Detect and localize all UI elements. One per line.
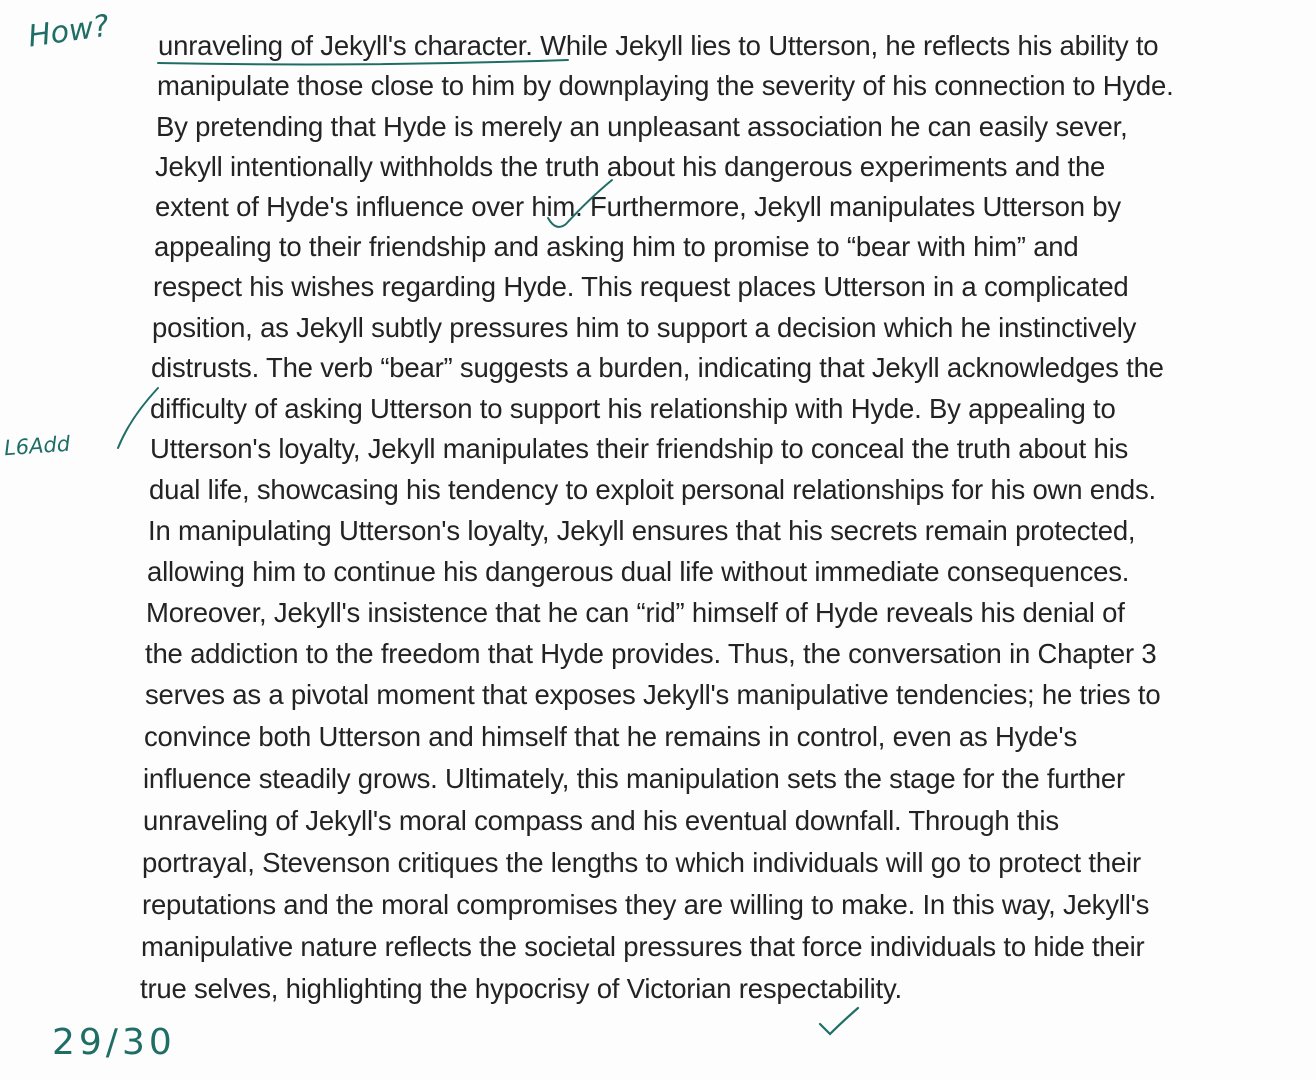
essay-line-24: true selves, highlighting the hypocrisy of Victorian respectability. [140, 973, 902, 1004]
essay-line-4: Jekyll intentionally withholds the truth about his dangerous experiments and the [155, 151, 1106, 182]
essay-line-23: manipulative nature reflects the societal pressures that force individuals to hide their [141, 931, 1145, 962]
grade-mark: 29/30 [52, 1022, 176, 1063]
essay-line-16: the addiction to the freedom that Hyde provides. Thus, the conversation in Chapter 3 [145, 638, 1157, 669]
essay-line-12: dual life, showcasing his tendency to exploit personal relationships for his own ends. [149, 474, 1157, 505]
essay-line-11: Utterson's loyalty, Jekyll manipulates their friendship to conceal the truth about his [150, 433, 1129, 464]
essay-line-2: manipulate those close to him by downplaying the severity of his connection to Hyde. [157, 70, 1174, 101]
essay-line-6: appealing to their friendship and asking him to promise to “bear with him” and [154, 231, 1079, 262]
essay-line-1: unraveling of Jekyll's character. While Jekyll lies to Utterson, he reflects his ability to [158, 30, 1159, 61]
essay-line-5: extent of Hyde's influence over him. Furthermore, Jekyll manipulates Utterson by [155, 191, 1121, 222]
essay-line-21: portrayal, Stevenson critiques the lengths to which individuals will go to protect their [142, 847, 1141, 878]
essay-line-15: Moreover, Jekyll's insistence that he can “rid” himself of Hyde reveals his denial of [146, 597, 1125, 628]
essay-line-10: difficulty of asking Utterson to support his relationship with Hyde. By appealing to [150, 393, 1116, 424]
essay-line-22: reputations and the moral compromises they are willing to make. In this way, Jekyll's [142, 889, 1150, 920]
margin-question-annotation: How? [25, 8, 112, 55]
essay-line-17: serves as a pivotal moment that exposes Jekyll's manipulative tendencies; he tries to [145, 679, 1161, 710]
essay-line-20: unraveling of Jekyll's moral compass and his eventual downfall. Through this [143, 805, 1059, 836]
essay-line-3: By pretending that Hyde is merely an unpleasant association he can easily sever, [156, 111, 1128, 142]
tick-mark-bottom [820, 1008, 858, 1034]
essay-line-14: allowing him to continue his dangerous dual life without immediate consequences. [147, 556, 1130, 587]
essay-line-18: convince both Utterson and himself that he remains in control, even as Hyde's [144, 721, 1077, 752]
essay-line-9: distrusts. The verb “bear” suggests a burden, indicating that Jekyll acknowledges the [151, 352, 1164, 383]
essay-line-19: influence steadily grows. Ultimately, this manipulation sets the stage for the further [143, 763, 1125, 794]
essay-line-13: In manipulating Utterson's loyalty, Jekyll ensures that his secrets remain protected, [148, 515, 1136, 546]
essay-line-7: respect his wishes regarding Hyde. This request places Utterson in a complicated [153, 271, 1129, 302]
essay-line-8: position, as Jekyll subtly pressures him to support a decision which he instinctively [152, 312, 1137, 343]
margin-note-annotation: L6Add [3, 431, 71, 461]
